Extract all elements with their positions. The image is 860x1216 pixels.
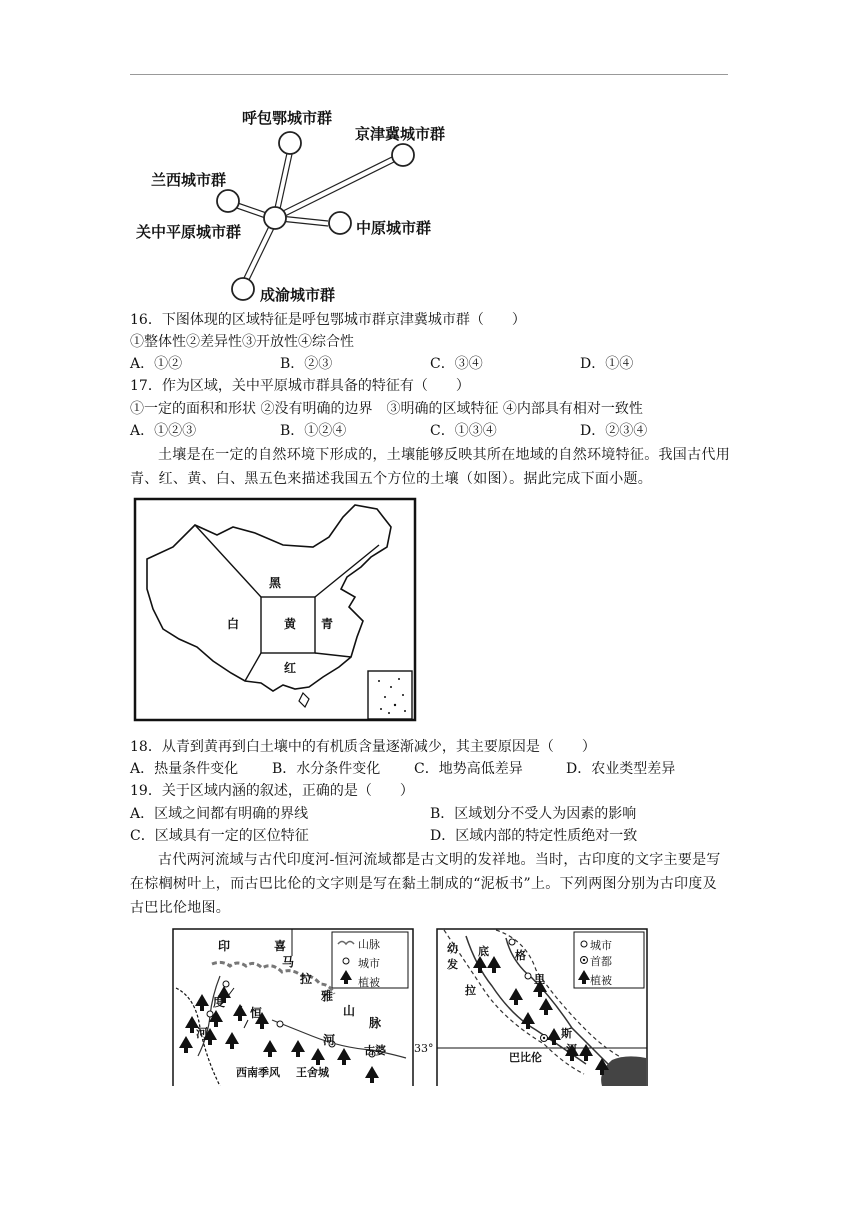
india-label-he: 河 [196, 1026, 209, 1040]
q19-option-a: A．区域之间都有明确的界线 [130, 806, 309, 822]
q19-option-b: B．区域划分不受人为因素的影响 [430, 806, 637, 822]
india-label-du: 度 [213, 995, 226, 1009]
label-zhongyuan: 中原城市群 [356, 219, 432, 237]
babylon-lat-label: 33° [414, 1042, 434, 1055]
babylon-label-di: 底 [478, 945, 489, 958]
babylon-label-he: 河 [566, 1043, 577, 1056]
q16-stem: 16．下图体现的区域特征是呼包鄂城市群京津冀城市群（ ） [130, 312, 526, 328]
india-label-he2: 河 [323, 1033, 336, 1047]
q16-statements: ①整体性②差异性③开放性④综合性 [130, 334, 354, 350]
babylon-label-fa: 发 [447, 958, 458, 971]
india-label-heng: 恒 [250, 1006, 263, 1020]
q19-stem: 19．关于区域内涵的叙述，正确的是（ ） [130, 783, 414, 799]
babylon-label-you: 幼 [447, 942, 458, 955]
header-rule [130, 74, 728, 75]
soil-label-yellow: 黄 [284, 617, 297, 631]
node-hubaoe [279, 132, 301, 154]
link-jingjinji [275, 153, 400, 215]
node-chengyu [232, 278, 254, 300]
india-label-monsoon: 西南季风 [236, 1066, 280, 1079]
india-label-yin: 印 [218, 939, 231, 953]
link-chengyu [242, 220, 272, 282]
india-label-ma: 马 [282, 955, 295, 969]
label-lanxi: 兰西城市群 [151, 171, 227, 189]
soil-color-map [133, 497, 417, 722]
q19-option-c: C．区域具有一定的区位特征 [130, 828, 309, 844]
q18-option-d: D．农业类型差异 [566, 761, 676, 777]
soil-label-red: 红 [284, 661, 297, 675]
soil-label-white: 白 [227, 617, 240, 631]
q17-stem: 17．作为区域，关中平原城市群具备的特征有（ ） [130, 378, 470, 394]
india-legend-city: 城市 [358, 957, 380, 970]
soil-label-green: 青 [321, 617, 334, 631]
q16-option-b: B．②③ [280, 356, 333, 372]
q17-option-a: A．①②③ [130, 423, 197, 439]
passage-soil: 土壤是在一定的自然环境下形成的，土壤能够反映其所在地域的自然环境特征。我国古代用青、红、黄、白、黑五色来描述我国五个方位的土壤（如图）。据此完成下面小题。 [130, 447, 730, 487]
soil-label-black: 黑 [269, 576, 282, 590]
babylon-label-la: 拉 [465, 984, 476, 997]
india-legend-mountain: 山脉 [358, 938, 380, 951]
babylon-label-babylon: 巴比伦 [509, 1051, 542, 1064]
legend-city-icon [581, 941, 587, 947]
india-label-xi: 喜 [274, 939, 287, 953]
legend-city-icon [343, 958, 349, 964]
passage-civilizations: 古代两河流域与古代印度河-恒河流域都是古文明的发祥地。当时，古印度的文字主要是写在棕榈树叶上，而古巴比伦的文字则是写在黏土制成的“泥板书”上。下列两图分别为古印度及古巴比伦地图。 [130, 852, 721, 916]
label-chengyu: 成渝城市群 [260, 286, 336, 304]
q16-option-a: A．①② [130, 356, 183, 372]
node-guanzhong [264, 207, 286, 229]
label-hubaoe: 呼包鄂城市群 [242, 109, 333, 127]
q18-option-b: B．水分条件变化 [272, 761, 381, 777]
babylon-legend-city: 城市 [590, 939, 612, 952]
india-label-mai: 脉 [369, 1016, 382, 1030]
q19-option-d: D．区域内部的特定性质绝对一致 [430, 828, 638, 844]
india-label-shan: 山 [343, 1004, 356, 1018]
ancient-babylon-map [436, 928, 648, 1086]
q17-option-b: B．①②④ [280, 423, 347, 439]
india-label-wangshe: 王舍城 [296, 1066, 329, 1079]
india-label-gulou: 古婆 [364, 1044, 386, 1057]
q16-option-c: C．③④ [430, 356, 483, 372]
q17-statements: ①一定的面积和形状 ②没有明确的边界 ③明确的区域特征 ④内部具有相对一致性 [130, 401, 643, 417]
node-jingjinji [392, 144, 414, 166]
india-legend-vegetation: 植被 [358, 976, 380, 989]
q18-option-a: A．热量条件变化 [130, 761, 239, 777]
q18-option-c: C．地势高低差异 [414, 761, 523, 777]
q17-option-c: C．①③④ [430, 423, 497, 439]
babylon-legend-capital: 首都 [590, 955, 612, 968]
babylon-legend-vegetation: 植被 [590, 974, 612, 987]
india-label-la: 拉 [300, 972, 313, 986]
q18-stem: 18．从青到黄再到白土壤中的有机质含量逐渐减少，其主要原因是（ ） [130, 739, 596, 755]
label-guanzhong: 关中平原城市群 [136, 223, 242, 241]
babylon-label-ge: 格 [515, 949, 526, 962]
node-zhongyuan [329, 212, 351, 234]
node-lanxi [217, 190, 239, 212]
q17-option-d: D．②③④ [580, 423, 648, 439]
india-label-ya: 雅 [321, 989, 334, 1003]
babylon-label-si: 斯 [561, 1027, 572, 1040]
q16-option-d: D．①④ [580, 356, 634, 372]
label-jingjinji: 京津冀城市群 [355, 125, 446, 143]
babylon-label-li: 里 [534, 973, 545, 986]
link-zhongyuan [280, 216, 328, 221]
